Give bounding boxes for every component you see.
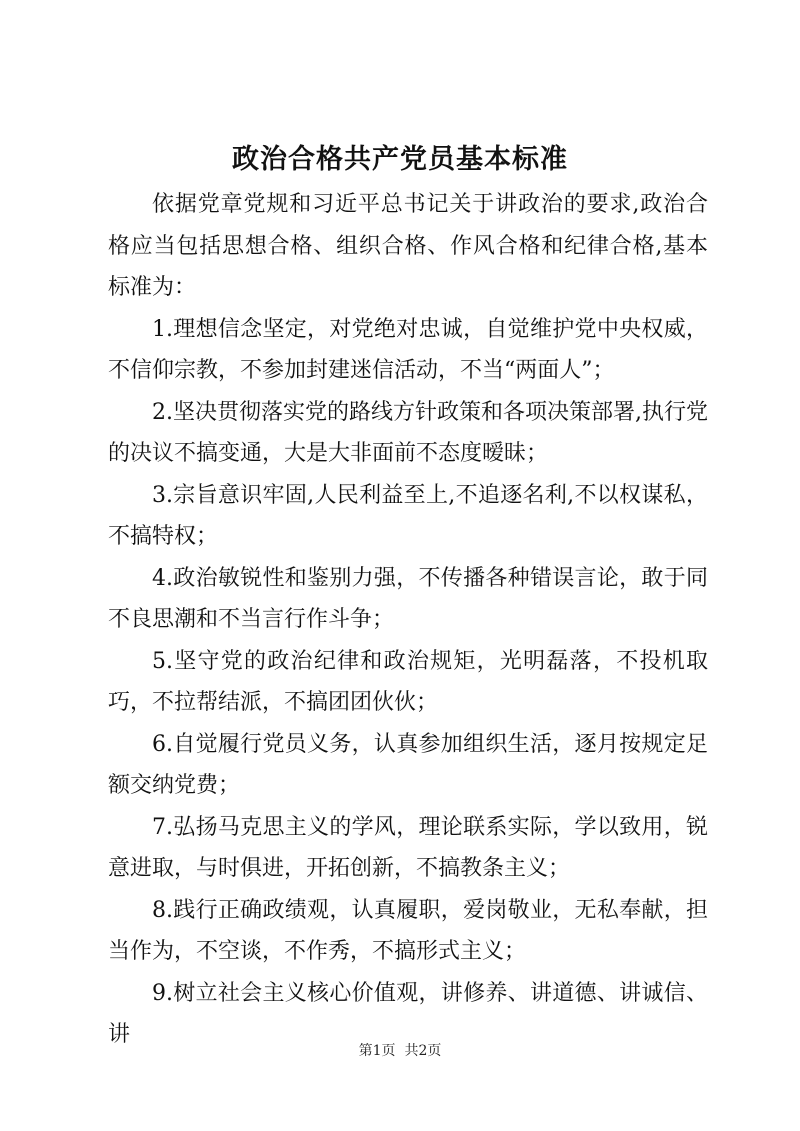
standard-item-6: 6.自觉履行党员义务，认真参加组织生活，逐月按规定足额交纳党费；: [108, 731, 708, 798]
standard-item-7: 7.弘扬马克思主义的学风，理论联系实际，学以致用，锐意进取，与时俱进，开拓创新，不搞教条主义；: [108, 814, 708, 881]
standard-item-1: 1.理想信念坚定，对党绝对忠诚，自觉维护党中央权威，不信仰宗教，不参加封建迷信活动，不当“两面人”；: [108, 316, 708, 383]
document-title: 政治合格共产党员基本标准: [232, 144, 568, 175]
standard-item-9: 9.树立社会主义核心价值观，讲修养、讲道德、讲诚信、讲: [108, 980, 708, 1047]
document-body: [108, 184, 708, 1056]
page-footer: [0, 1041, 800, 1061]
standard-item-2: 2.坚决贯彻落实党的路线方针政策和各项决策部署,执行党的决议不搞变通，大是大非面前不态度暧昧；: [108, 399, 708, 466]
intro-paragraph: 依据党章党规和习近平总书记关于讲政治的要求,政治合格应当包括思想合格、组织合格、作风合格和纪律合格,基本标准为：: [108, 192, 708, 300]
page-number-label: 第1页 共2页: [358, 1043, 442, 1059]
standard-item-3: 3.宗旨意识牢固,人民利益至上,不追逐名利,不以权谋私，不搞特权；: [108, 482, 708, 549]
standard-item-4: 4.政治敏锐性和鉴别力强，不传播各种错误言论，敢于同不良思潮和不当言行作斗争；: [108, 565, 708, 632]
standard-item-5: 5.坚守党的政治纪律和政治规矩，光明磊落，不投机取巧，不拉帮结派，不搞团团伙伙；: [108, 648, 708, 715]
standard-item-8: 8.践行正确政绩观，认真履职，爱岗敬业，无私奉献，担当作为，不空谈，不作秀，不搞形式主义；: [108, 897, 708, 964]
